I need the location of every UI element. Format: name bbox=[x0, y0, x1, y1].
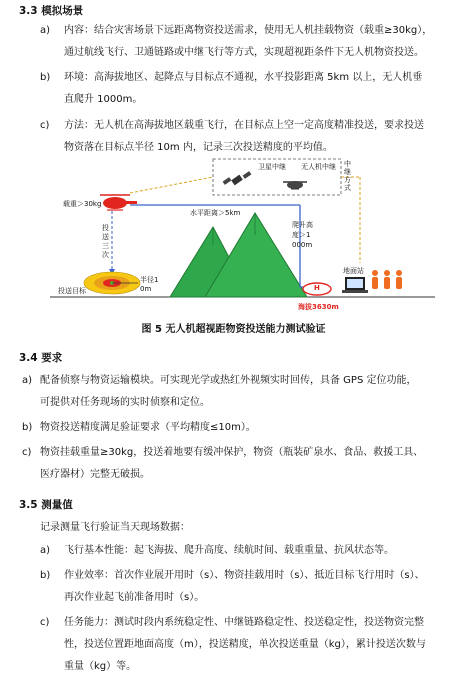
label-drop-three: 投送三次 bbox=[102, 224, 109, 259]
s33-item-a-label: a) bbox=[40, 25, 51, 36]
label-climb: 爬升高度＞1000m bbox=[292, 221, 313, 249]
s33-item-b-label: b) bbox=[40, 72, 51, 83]
s35-item-b-line2: 再次作业起飞前准备用时（s）。 bbox=[64, 592, 205, 603]
s33-item-b-line2: 直爬升 1000m。 bbox=[64, 94, 143, 105]
label-payload: 载重＞30kg bbox=[63, 200, 102, 208]
s34-item-a-line2: 可提供对任务现场的实时侦察和定位。 bbox=[40, 397, 210, 408]
section-3-4-heading: 3.4 要求 bbox=[19, 352, 63, 364]
s33-item-c-label: c) bbox=[40, 120, 50, 131]
figure-caption: 图 5 无人机超视距物资投送能力测试验证 bbox=[141, 324, 326, 335]
s34-item-a-line1: 配备侦察与物资运输模块。可实现光学或热红外视频实时回传，具备 GPS 定位功能， bbox=[40, 375, 417, 386]
label-target: 投送目标 bbox=[58, 287, 86, 295]
s33-item-a-line1: 内容：结合灾害场景下远距离物资投送需求，使用无人机挂载物资（载重≥30kg）， bbox=[64, 25, 433, 36]
s33-item-c-line1: 方法：无人机在高海拔地区载重飞行，在目标点上空一定高度精准投送，要求投送 bbox=[64, 120, 424, 131]
s34-item-c-line2: 医疗器材）完整无破损。 bbox=[40, 469, 150, 480]
s35-item-c-line1: 任务能力：测试时段内系统稳定性、中继链路稳定性、投送稳定性，投送物资完整 bbox=[64, 617, 424, 628]
label-relay-uav: 无人机中继 bbox=[301, 163, 336, 171]
s33-item-c-line2: 物资落在目标点半径 10m 内，记录三次投送精度的平均值。 bbox=[64, 142, 333, 153]
s35-item-a-label: a) bbox=[40, 545, 51, 556]
s34-item-c-label: c) bbox=[22, 447, 32, 458]
s34-item-b-label: b) bbox=[22, 422, 33, 433]
s33-item-b-line1: 环境：高海拔地区、起降点与目标点不通视，水平投影距离 5km 以上，无人机垂 bbox=[64, 72, 423, 83]
label-ground-station: 地面站 bbox=[343, 267, 364, 275]
label-relay-mode: 中继方式 bbox=[344, 160, 351, 192]
s33-item-a-line2: 通过航线飞行、卫通链路或中继飞行等方式，实现超视距条件下无人机物资投送。 bbox=[64, 47, 424, 58]
label-radius: 半径10m bbox=[140, 276, 159, 293]
s35-item-c-line2: 性，投送位置距地面高度（m），投送精度，单次投送重量（kg），累计投送次数与 bbox=[64, 639, 426, 650]
satellite-icon bbox=[223, 171, 252, 185]
section-3-5-heading: 3.5 测量值 bbox=[19, 499, 73, 511]
relay-link-uav bbox=[130, 177, 213, 193]
s35-item-a-line1: 飞行基本性能：起飞海拔、爬升高度、续航时间、载重重量、抗风状态等。 bbox=[64, 545, 394, 556]
relay-drone-icon bbox=[283, 181, 307, 189]
s35-item-c-label: c) bbox=[40, 617, 50, 628]
label-relay-sat: 卫星中继 bbox=[258, 163, 286, 171]
s34-item-b-line1: 物资投送精度满足验证要求（平均精度≤10m）。 bbox=[40, 422, 256, 433]
label-helipad: H bbox=[314, 284, 320, 292]
s35-item-b-label: b) bbox=[40, 570, 51, 581]
operators-icon bbox=[372, 270, 402, 289]
ground-station-laptop-icon bbox=[342, 277, 368, 293]
s35-intro: 记录测量飞行验证当天现场数据： bbox=[40, 522, 190, 533]
label-altitude: 海拔3630m bbox=[298, 303, 339, 311]
s35-item-c-line3: 重量（kg）等。 bbox=[64, 661, 137, 672]
s35-item-b-line1: 作业效率：首次作业展开用时（s）、物资挂载用时（s）、抵近目标飞行用时（s）、 bbox=[64, 570, 425, 581]
label-horizontal: 水平距离＞5km bbox=[190, 209, 241, 217]
s34-item-c-line1: 物资挂载重量≥30kg，投送着地要有缓冲保护，物资（瓶装矿泉水、食品、救援工具、 bbox=[40, 447, 424, 458]
delivery-uav-icon bbox=[100, 195, 137, 210]
s34-item-a-label: a) bbox=[22, 375, 33, 386]
section-3-3-heading: 3.3 模拟场景 bbox=[19, 5, 84, 17]
